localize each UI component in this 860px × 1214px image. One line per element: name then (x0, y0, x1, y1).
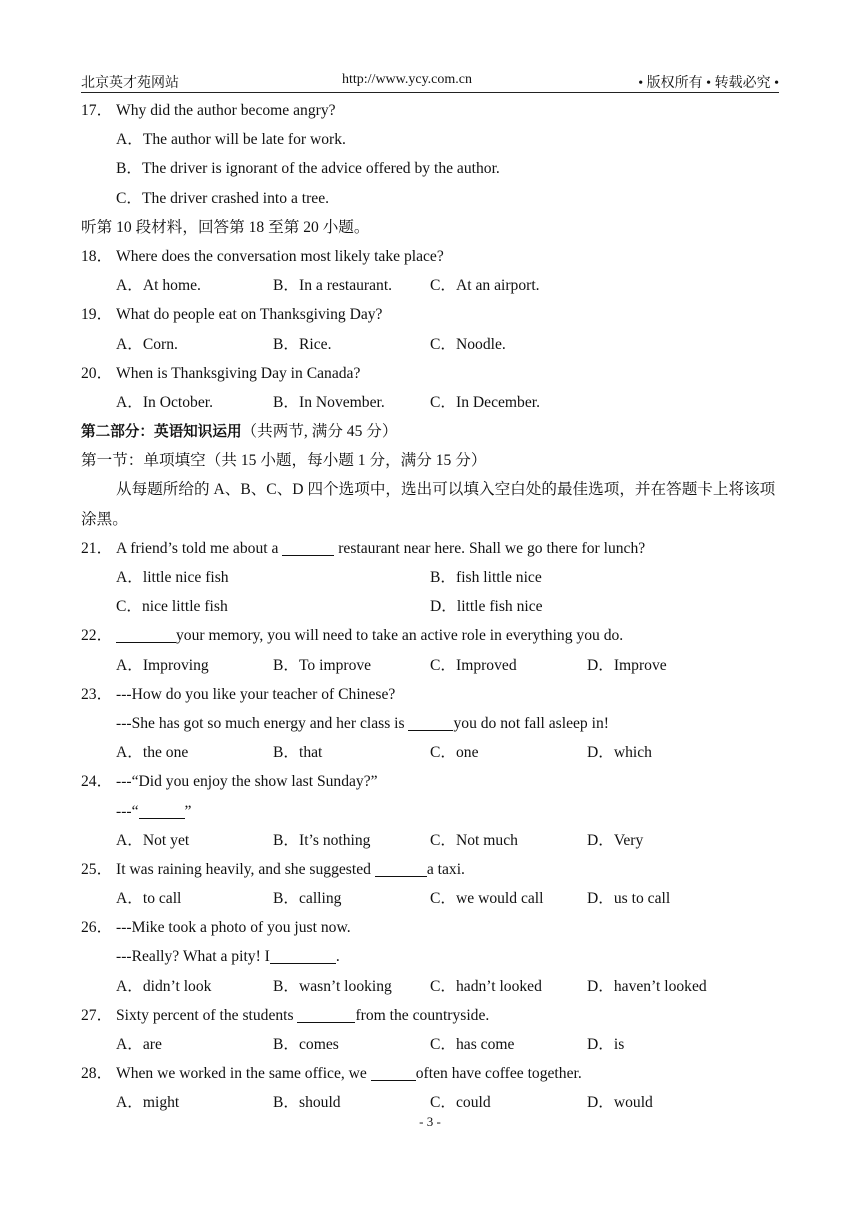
question-23 (81, 680, 781, 709)
options-row (81, 738, 781, 767)
option-a[interactable]: A．Not yet (116, 831, 190, 849)
option-b[interactable]: B．fish little nice (430, 569, 542, 587)
option-d[interactable]: D．us to call (587, 890, 671, 908)
option-c[interactable]: C．Improved (430, 656, 517, 674)
section-heading: 第一节：单项填空（共 15 小题，每小题 1 分，满分 15 分） (81, 452, 487, 470)
options-row (81, 972, 781, 1001)
option-d[interactable]: D．would (587, 1094, 653, 1112)
question-text: When is Thanksgiving Day in Canada? (116, 364, 361, 382)
option-d[interactable]: D．little fish nice (430, 598, 543, 616)
option-a[interactable]: A．little nice fish (116, 569, 229, 587)
answer-blank (371, 1063, 416, 1081)
question-text: Why did the author become angry? (116, 102, 336, 119)
option-a-text: A．The author will be late for work. (116, 131, 346, 149)
options-row (81, 1030, 781, 1059)
option-c[interactable]: C．Noodle. (430, 335, 506, 353)
question-20 (81, 359, 781, 388)
option-d[interactable]: D．is (587, 1036, 625, 1054)
option-a[interactable]: A．might (116, 1094, 180, 1112)
question-number: 20． (81, 364, 113, 382)
option-b[interactable]: B．In November. (273, 393, 385, 411)
question-17 (81, 96, 781, 125)
option-d[interactable]: D．Improve (587, 656, 667, 674)
option-a[interactable] (81, 125, 781, 154)
option-d[interactable]: D．haven’t looked (587, 977, 707, 995)
question-text: ---She has got so much energy and her class is you do not fall asleep in! (116, 714, 609, 732)
option-c[interactable]: C．hadn’t looked (430, 977, 542, 995)
option-b[interactable] (81, 154, 781, 183)
options-row (81, 884, 781, 913)
question-number: 26． (81, 919, 113, 937)
option-c[interactable]: C．we would call (430, 890, 544, 908)
option-c[interactable]: C．At an airport. (430, 277, 540, 295)
part-heading (81, 417, 781, 446)
question-text: ---How do you like your teacher of Chinese? (116, 685, 396, 703)
question-number: 18． (81, 247, 113, 265)
option-b[interactable]: B．should (273, 1094, 341, 1112)
site-name: 北京英才苑网站 (81, 76, 179, 91)
option-a[interactable]: A．Corn. (116, 335, 178, 353)
options-row (81, 651, 781, 680)
option-b[interactable]: B．wasn’t looking (273, 977, 392, 995)
option-b[interactable]: B．comes (273, 1036, 339, 1054)
dialogue-line (81, 797, 781, 826)
option-d[interactable]: D．which (587, 744, 652, 762)
part-title: 第二部分：英语知识运用 (81, 423, 242, 441)
option-b[interactable]: B．It’s nothing (273, 831, 371, 849)
exam-content (81, 96, 781, 1118)
option-c[interactable]: C．In December. (430, 393, 540, 411)
question-number: 24． (81, 773, 113, 791)
part-note: （共两节, 满分 45 分） (241, 423, 398, 441)
question-text: Sixty percent of the students from the countryside. (116, 1006, 490, 1024)
question-number: 22． (81, 627, 113, 645)
answer-blank (282, 538, 334, 556)
section-directions: 从每题所给的 A、B、C、D 四个选项中，选出可以填入空白处的最佳选项，并在答题卡上将该项涂黑。 (81, 481, 776, 528)
question-text: your memory, you will need to take an active role in everything you do. (116, 621, 623, 650)
question-19 (81, 300, 781, 329)
question-text: ---Really? What a pity! I . (116, 948, 340, 966)
answer-blank (116, 625, 176, 643)
option-b[interactable]: B．that (273, 744, 323, 762)
question-text: ---“ ” (116, 802, 192, 820)
question-25 (81, 855, 781, 884)
option-b[interactable]: B．Rice. (273, 335, 332, 353)
question-28 (81, 1059, 781, 1088)
option-a[interactable]: A．are (116, 1036, 162, 1054)
option-c[interactable]: C．one (430, 744, 479, 762)
question-text: It was raining heavily, and she suggested a taxi. (116, 860, 465, 878)
option-c[interactable]: C．has come (430, 1036, 515, 1054)
question-number: 21． (81, 539, 113, 557)
option-c[interactable]: C．could (430, 1094, 491, 1112)
question-number: 19． (81, 306, 113, 324)
question-text: ---Mike took a photo of you just now. (116, 919, 351, 937)
option-c[interactable]: C．Not much (430, 831, 518, 849)
question-number: 17． (81, 102, 113, 119)
options-row (81, 330, 781, 359)
options-row (81, 826, 781, 855)
option-b[interactable]: B．calling (273, 890, 342, 908)
options-row (81, 388, 781, 417)
option-a[interactable]: A．At home. (116, 277, 201, 295)
option-d[interactable]: D．Very (587, 831, 644, 849)
question-number: 27． (81, 1006, 113, 1024)
option-a[interactable]: A．didn’t look (116, 977, 212, 995)
question-22 (81, 621, 781, 650)
option-a[interactable]: A．to call (116, 890, 182, 908)
answer-blank (297, 1005, 355, 1023)
page-number: - 3 - (419, 1114, 441, 1129)
answer-blank (408, 713, 453, 731)
question-24 (81, 767, 781, 796)
options-row (81, 563, 781, 592)
option-b-text: B．The driver is ignorant of the advice offered by the author. (116, 160, 500, 178)
options-row (81, 271, 781, 300)
option-b[interactable]: B．In a restaurant. (273, 277, 393, 295)
option-a[interactable]: A．Improving (116, 656, 209, 674)
question-text: ---“Did you enjoy the show last Sunday?” (116, 773, 378, 791)
question-text: Where does the conversation most likely take place? (116, 247, 444, 265)
question-number: 28． (81, 1065, 113, 1083)
listening-instruction: 听第 10 段材料，回答第 18 至第 20 小题。 (81, 218, 370, 236)
option-c[interactable]: C．nice little fish (116, 598, 228, 616)
question-27 (81, 1001, 781, 1030)
site-url[interactable]: http://www.ycy.com.cn (342, 72, 472, 87)
question-text: A friend’s told me about a restaurant near here. Shall we go there for lunch? (116, 539, 646, 557)
question-18 (81, 242, 781, 271)
question-26 (81, 913, 781, 942)
dialogue-line (81, 709, 781, 738)
question-text: When we worked in the same office, we often have coffee together. (116, 1065, 582, 1083)
option-b[interactable]: B．To improve (273, 656, 372, 674)
answer-blank (139, 801, 185, 819)
dialogue-line (81, 942, 781, 971)
option-a[interactable]: A．In October. (116, 393, 214, 411)
question-text: What do people eat on Thanksgiving Day? (116, 306, 383, 324)
answer-blank (375, 859, 427, 877)
options-row (81, 592, 781, 621)
answer-blank (270, 946, 336, 964)
question-number: 25． (81, 860, 113, 878)
option-c-text: C．The driver crashed into a tree. (116, 189, 330, 207)
question-number: 23． (81, 685, 113, 703)
page-header (81, 64, 779, 93)
option-a[interactable]: A．the one (116, 744, 189, 762)
question-21 (81, 534, 781, 563)
option-c[interactable] (81, 184, 781, 213)
copyright-notice: • 版权所有 • 转载必究 • (638, 76, 779, 91)
